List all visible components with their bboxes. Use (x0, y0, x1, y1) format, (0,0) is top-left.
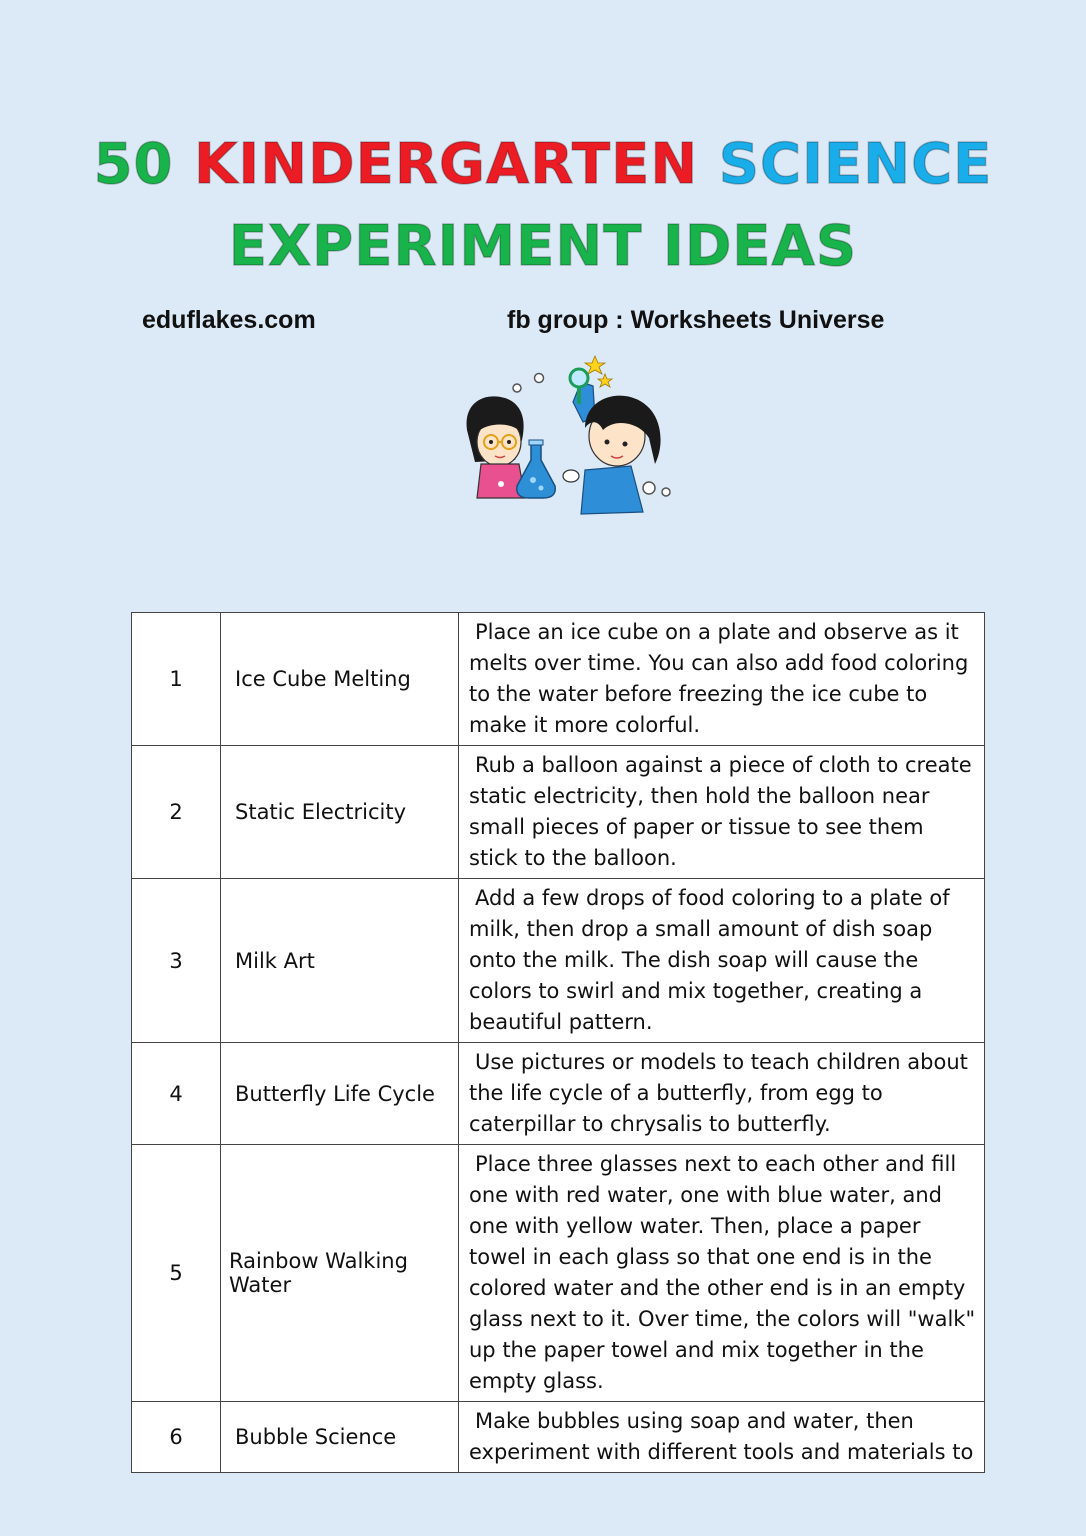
experiment-description (459, 1145, 985, 1402)
experiment-description (459, 1402, 985, 1473)
page-title-line-2: EXPERIMENT IDEAS (228, 214, 858, 279)
experiment-description (459, 1043, 985, 1145)
experiment-number: 6 (132, 1402, 221, 1473)
experiment-number: 3 (132, 879, 221, 1043)
experiment-name: Bubble Science (221, 1402, 459, 1473)
kids-science-illustration (455, 352, 680, 522)
experiment-description-text: Place three glasses next to each other and fill one with red water, one with blue water, and one with yellow water. Then, place a paper towel in each glass so that one end is in the colored water and the other end is in an empty glass next to it. Over time, the colors will "walk" up the paper towel and mix together in the empty glass. (469, 1152, 976, 1393)
experiments-table (131, 612, 985, 1473)
girl-icon (467, 396, 525, 498)
experiment-description-text: Place an ice cube on a plate and observe as it melts over time. You can also add food coloring to the water before freezing the ice cube to make it more colorful. (469, 620, 969, 737)
experiment-name: Static Electricity (221, 746, 459, 879)
title-word-science: SCIENCE (718, 132, 993, 197)
experiment-description (459, 746, 985, 879)
table-row (132, 1402, 985, 1473)
website-credit: eduflakes.com (142, 306, 316, 334)
table-row (132, 879, 985, 1043)
title-word-kindergarten: KINDERGARTEN (194, 132, 699, 197)
experiment-number: 5 (132, 1145, 221, 1402)
table-row (132, 746, 985, 879)
experiment-number: 2 (132, 746, 221, 879)
credits-row (0, 306, 1086, 342)
experiment-description-text: Add a few drops of food coloring to a plate of milk, then drop a small amount of dish soap onto the milk. The dish soap will cause the colors to swirl and mix together, creating a beautiful pattern. (469, 886, 950, 1034)
experiment-description-text: Use pictures or models to teach children about the life cycle of a butterfly, from egg to caterpillar to chrysalis to butterfly. (469, 1050, 968, 1136)
table-row (132, 613, 985, 746)
experiment-name: Milk Art (221, 879, 459, 1043)
experiment-name: Rainbow Walking Water (221, 1145, 459, 1402)
table-row (132, 1043, 985, 1145)
experiment-name: Butterfly Life Cycle (221, 1043, 459, 1145)
experiment-number: 1 (132, 613, 221, 746)
facebook-group-credit: fb group : Worksheets Universe (507, 306, 885, 334)
experiment-name: Ice Cube Melting (221, 613, 459, 746)
title-word-50: 50 (93, 132, 174, 197)
experiment-description (459, 613, 985, 746)
experiment-description (459, 879, 985, 1043)
table-row (132, 1145, 985, 1402)
star-icon (585, 356, 612, 387)
experiment-description-text: Rub a balloon against a piece of cloth to create static electricity, then hold the balloon near small pieces of paper or tissue to see them stick to the balloon. (469, 753, 972, 870)
experiment-number: 4 (132, 1043, 221, 1145)
experiment-description-text: Make bubbles using soap and water, then experiment with different tools and materials to (469, 1409, 974, 1464)
page-title-line-1 (0, 132, 1086, 197)
flask-icon (517, 440, 556, 498)
